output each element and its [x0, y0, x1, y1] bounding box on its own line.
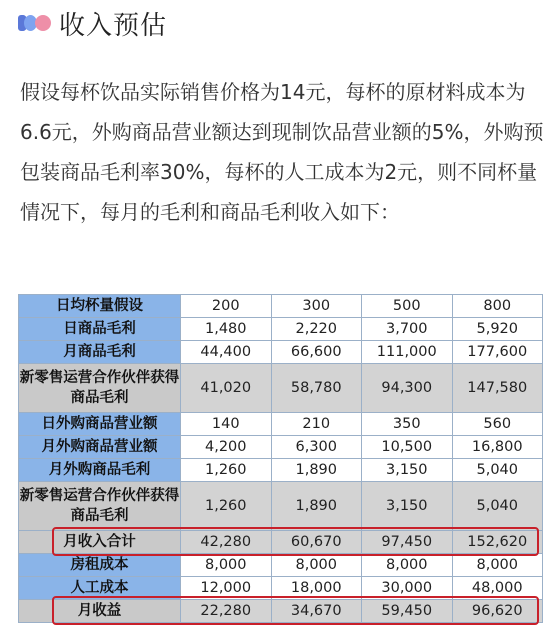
table-cell: 3,150	[362, 482, 453, 531]
table-row	[19, 600, 543, 623]
row-label: 新零售运营合作伙伴获得商品毛利	[19, 482, 181, 531]
table-cell: 58,780	[271, 364, 362, 413]
table-row	[19, 482, 543, 531]
table-cell: 96,620	[452, 600, 543, 623]
table-row	[19, 318, 543, 341]
section-header	[18, 6, 167, 40]
table-cell: 59,450	[362, 600, 453, 623]
table-cell: 48,000	[452, 577, 543, 600]
row-label: 房租成本	[19, 554, 181, 577]
table-row	[19, 554, 543, 577]
table-cell: 5,920	[452, 318, 543, 341]
table-cell: 42,280	[181, 531, 272, 554]
table-cell: 500	[362, 295, 453, 318]
table-cell: 5,040	[452, 482, 543, 531]
table-cell: 30,000	[362, 577, 453, 600]
decorative-dots-icon	[18, 15, 47, 31]
table-cell: 4,200	[181, 436, 272, 459]
table-cell: 1,480	[181, 318, 272, 341]
section-title: 收入预估	[59, 10, 168, 41]
table-row	[19, 459, 543, 482]
table-cell: 111,000	[362, 341, 453, 364]
table-cell: 140	[181, 413, 272, 436]
table-cell: 66,600	[271, 341, 362, 364]
table-cell: 350	[362, 413, 453, 436]
table-cell: 5,040	[452, 459, 543, 482]
table-cell: 18,000	[271, 577, 362, 600]
row-label: 月外购商品营业额	[19, 436, 181, 459]
table-cell: 41,020	[181, 364, 272, 413]
table-cell: 44,400	[181, 341, 272, 364]
table-row	[19, 577, 543, 600]
row-label: 人工成本	[19, 577, 181, 600]
row-label: 日均杯量假设	[19, 295, 181, 318]
table-cell: 300	[271, 295, 362, 318]
table-cell: 147,580	[452, 364, 543, 413]
table-cell: 1,260	[181, 482, 272, 531]
table-cell: 60,670	[271, 531, 362, 554]
table-cell: 3,700	[362, 318, 453, 341]
row-label: 月收益	[19, 600, 181, 623]
table-cell: 1,260	[181, 459, 272, 482]
table-cell: 22,280	[181, 600, 272, 623]
table-cell: 200	[181, 295, 272, 318]
revenue-table-container	[18, 294, 543, 623]
table-cell: 8,000	[452, 554, 543, 577]
table-cell: 152,620	[452, 531, 543, 554]
table-cell: 210	[271, 413, 362, 436]
table-cell: 560	[452, 413, 543, 436]
table-row	[19, 341, 543, 364]
table-cell: 8,000	[271, 554, 362, 577]
row-label: 月商品毛利	[19, 341, 181, 364]
table-cell: 97,450	[362, 531, 453, 554]
table-row	[19, 295, 543, 318]
table-cell: 3,150	[362, 459, 453, 482]
table-cell: 1,890	[271, 482, 362, 531]
row-label: 日外购商品营业额	[19, 413, 181, 436]
table-cell: 8,000	[181, 554, 272, 577]
table-cell: 34,670	[271, 600, 362, 623]
table-cell: 177,600	[452, 341, 543, 364]
row-label: 新零售运营合作伙伴获得商品毛利	[19, 364, 181, 413]
table-cell: 6,300	[271, 436, 362, 459]
table-cell: 8,000	[362, 554, 453, 577]
table-cell: 800	[452, 295, 543, 318]
revenue-estimate-table	[18, 294, 543, 623]
row-label: 月外购商品毛利	[19, 459, 181, 482]
table-row	[19, 531, 543, 554]
table-cell: 16,800	[452, 436, 543, 459]
row-label: 日商品毛利	[19, 318, 181, 341]
description-paragraph: 假设每杯饮品实际销售价格为14元，每杯的原材料成本为6.6元，外购商品营业额达到现制饮品营业额的5%，外购预包装商品毛利率30%，每杯的人工成本为2元，则不同杯量情况下，每月的毛利和商品毛利收入如下：	[20, 80, 544, 224]
table-cell: 1,890	[271, 459, 362, 482]
table-row	[19, 364, 543, 413]
row-label: 月收入合计	[19, 531, 181, 554]
table-row	[19, 413, 543, 436]
table-cell: 2,220	[271, 318, 362, 341]
table-cell: 94,300	[362, 364, 453, 413]
table-row	[19, 436, 543, 459]
table-cell: 10,500	[362, 436, 453, 459]
table-cell: 12,000	[181, 577, 272, 600]
